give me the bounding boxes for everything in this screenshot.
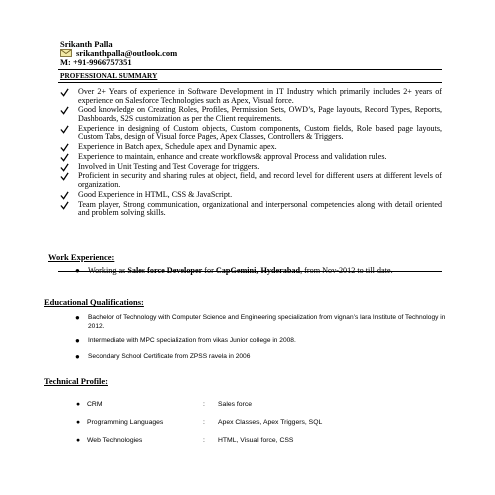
bullet-icon: ● [75, 336, 80, 345]
tech-sep: : [203, 437, 205, 444]
work-company: CapGemini, Hyderabad [215, 266, 301, 275]
summary-item [60, 191, 442, 200]
bullet-icon: ● [76, 401, 81, 408]
summary-heading: PROFESSIONAL SUMMARY [60, 72, 158, 80]
bullet-icon: ● [75, 266, 80, 275]
work-middle: for [202, 266, 216, 275]
tech-value: Apex Classes, Apex Triggers, SQL [218, 419, 323, 426]
checkmark-icon [60, 153, 69, 162]
summary-item [60, 163, 442, 172]
summary-text: Experience to maintain, enhance and create workflows& approval Process and validation rules. [78, 151, 387, 161]
checkmark-icon [60, 88, 69, 97]
summary-item [60, 106, 442, 123]
tech-sep: : [203, 401, 205, 408]
education-heading: Educational Qualifications: [44, 297, 144, 307]
work-entry [75, 266, 440, 275]
tech-value: HTML, Visual force, CSS [218, 437, 294, 444]
education-text: Bachelor of Technology with Computer Science and Engineering specialization from vignan’s lara Institute of Technology in 2012. [88, 314, 446, 330]
summary-text: Over 2+ Years of experience in Software Development in IT Industry which primarily includes 2+ years of experience on Salesforce Technologies such as Apex, Visual force. [78, 87, 442, 105]
education-text: Intermediate with MPC specialization from vikas Junior college in 2008. [88, 337, 296, 344]
summary-text: Experience in designing of Custom objects, Custom components, Custom fields, Role based page layouts, Custom Tabs, design of Visual force Pages, Apex Classes, Controllers & Triggers. [78, 123, 442, 142]
checkmark-icon [60, 106, 69, 115]
mobile-number: M: +91-9966757351 [60, 57, 132, 67]
summary-item [60, 125, 442, 142]
checkmark-icon [60, 163, 69, 172]
checkmark-icon [60, 191, 69, 200]
summary-text: Team player, Strong communication, organizational and interpersonal competencies along with detail oriented and problem solving skills. [78, 199, 442, 218]
education-item [75, 352, 448, 361]
summary-item [60, 201, 442, 218]
tech-key: CRM [87, 401, 103, 408]
tech-value: Sales force [218, 401, 253, 408]
email-address[interactable]: srikanthpalla@outlook.com [76, 48, 178, 58]
work-experience-heading: Work Experience: [48, 252, 115, 262]
education-text: Secondary School Certificate from ZPSS ravela in 2006 [88, 353, 251, 360]
summary-list [60, 88, 442, 219]
summary-item [60, 88, 442, 105]
bullet-icon: ● [75, 352, 80, 361]
envelope-icon [60, 49, 72, 57]
checkmark-icon [60, 172, 69, 181]
tech-key: Programming Languages [87, 419, 164, 426]
divider [58, 69, 442, 70]
summary-item [60, 153, 442, 162]
checkmark-icon [60, 143, 69, 152]
divider [58, 82, 442, 83]
summary-text: Good knowledge on Creating Roles, Profiles, Permission Sets, OWD’s, Page layouts, Record Types, Reports, Dashboards, S2S customization as per the Client requirements. [78, 105, 442, 123]
bullet-icon: ● [76, 419, 81, 426]
summary-text: Proficient in security and sharing rules at object, field, and record level for different users at different levels of organization. [78, 171, 442, 190]
candidate-name: Srikanth Palla [60, 39, 113, 49]
summary-item [60, 143, 442, 152]
summary-text: Experience in Batch apex, Schedule apex and Dynamic apex. [78, 142, 277, 152]
education-item [75, 313, 448, 331]
checkmark-icon [60, 125, 69, 134]
tech-key: Web Technologies [87, 437, 143, 444]
bullet-icon: ● [76, 437, 81, 444]
summary-text: Involved in Unit Testing and Test Coverage for triggers. [78, 161, 260, 171]
checkmark-icon [60, 201, 69, 210]
work-role: Sales force Developer [127, 266, 203, 275]
work-prefix: Working as [88, 266, 128, 275]
summary-item [60, 172, 442, 189]
education-item [75, 336, 448, 345]
tech-sep: : [203, 419, 205, 426]
summary-text: Good Experience in HTML, CSS & JavaScript. [78, 189, 233, 199]
bullet-icon: ● [75, 313, 80, 322]
work-suffix: , from Nov-2012 to till date. [300, 266, 393, 275]
technical-profile-heading: Technical Profile: [44, 376, 108, 386]
